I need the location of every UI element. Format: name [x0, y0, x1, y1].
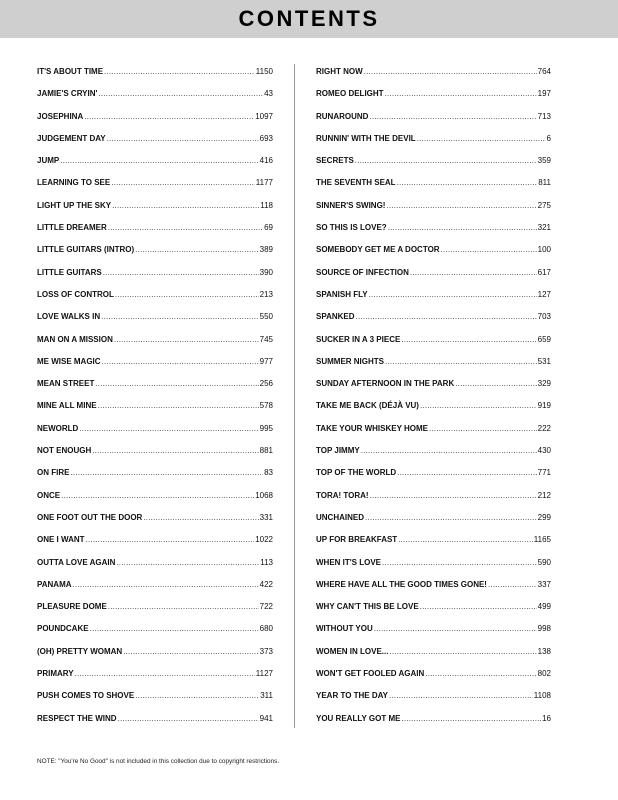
song-title: RUNAROUND	[316, 111, 369, 121]
dot-leader	[370, 491, 537, 500]
dot-leader	[401, 714, 541, 723]
toc-entry	[316, 647, 551, 669]
toc-entry	[316, 67, 551, 89]
song-title: ME WISE MAGIC	[37, 356, 101, 366]
song-title: MINE ALL MINE	[37, 401, 97, 411]
page-number: 390	[259, 267, 273, 277]
dot-leader	[98, 89, 263, 98]
toc-entry	[316, 558, 551, 580]
toc-entry	[37, 446, 273, 468]
page-number: 703	[537, 312, 551, 322]
song-title: SECRETS	[316, 156, 354, 166]
page-number: 275	[537, 200, 551, 210]
dot-leader	[369, 112, 536, 121]
toc-entry	[37, 580, 273, 602]
toc-entry	[316, 89, 551, 111]
toc-entry	[37, 134, 273, 156]
page-number: 422	[259, 579, 273, 589]
song-title: TAKE YOUR WHISKEY HOME	[316, 423, 429, 433]
toc-column-right	[316, 67, 551, 736]
dot-leader	[429, 424, 537, 433]
page-number: 197	[537, 89, 551, 99]
dot-leader	[398, 535, 533, 544]
song-title: RUNNIN' WITH THE DEVIL	[316, 133, 416, 143]
page-number: 83	[264, 468, 273, 478]
dot-leader	[356, 312, 537, 321]
song-title: SINNER'S SWING!	[316, 200, 386, 210]
toc-entry	[316, 268, 551, 290]
dot-leader	[103, 268, 259, 277]
page-number: 680	[259, 624, 273, 634]
song-title: LIGHT UP THE SKY	[37, 200, 112, 210]
toc-entry	[316, 602, 551, 624]
dot-leader	[455, 379, 536, 388]
page-number: 881	[259, 446, 273, 456]
toc-entry	[316, 691, 551, 713]
dot-leader	[86, 535, 255, 544]
dot-leader	[365, 513, 537, 522]
song-title: NEWORLD	[37, 423, 79, 433]
song-title: SUNDAY AFTERNOON IN THE PARK	[316, 379, 455, 389]
page-number: 771	[537, 468, 551, 478]
song-title: MAN ON A MISSION	[37, 334, 113, 344]
page-number: 617	[537, 267, 551, 277]
song-title: SUCKER IN A 3 PIECE	[316, 334, 401, 344]
song-title: NOT ENOUGH	[37, 446, 92, 456]
toc-entry	[37, 357, 273, 379]
page-number: 331	[259, 512, 273, 522]
song-title: SOURCE OF INFECTION	[316, 267, 409, 277]
toc-entry	[37, 624, 273, 646]
page-number: 578	[259, 401, 273, 411]
toc-entry	[37, 312, 273, 334]
toc-entry	[37, 401, 273, 423]
toc-entry	[37, 714, 273, 736]
song-title: WOMEN IN LOVE...	[316, 646, 389, 656]
dot-leader	[401, 335, 536, 344]
toc-entry	[37, 223, 273, 245]
page-title: CONTENTS	[238, 6, 380, 31]
page-number: 722	[259, 602, 273, 612]
song-title: LEARNING TO SEE	[37, 178, 111, 188]
dot-leader	[135, 691, 259, 700]
toc-entry	[316, 290, 551, 312]
toc-entry	[37, 178, 273, 200]
page-number: 995	[259, 423, 273, 433]
dot-leader	[397, 178, 538, 187]
toc-entry	[37, 468, 273, 490]
song-title: SO THIS IS LOVE?	[316, 223, 387, 233]
song-title: MEAN STREET	[37, 379, 95, 389]
page-number: 941	[259, 713, 273, 723]
song-title: SPANISH FLY	[316, 289, 368, 299]
toc-entry	[37, 245, 273, 267]
toc-entry	[316, 178, 551, 200]
dot-leader	[410, 268, 537, 277]
dot-leader	[90, 624, 259, 633]
contents-header	[0, 0, 618, 38]
page-number: 127	[537, 289, 551, 299]
dot-leader	[116, 558, 259, 567]
song-title: ONE FOOT OUT THE DOOR	[37, 512, 143, 522]
song-title: JOSEPHINA	[37, 111, 84, 121]
page-number: 222	[537, 423, 551, 433]
toc-entry	[316, 245, 551, 267]
dot-leader	[95, 379, 258, 388]
song-title: ON FIRE	[37, 468, 70, 478]
song-title: WON'T GET FOOLED AGAIN	[316, 669, 425, 679]
song-title: PUSH COMES TO SHOVE	[37, 691, 135, 701]
song-title: (OH) PRETTY WOMAN	[37, 646, 123, 656]
toc-entry	[37, 647, 273, 669]
song-title: PANAMA	[37, 579, 72, 589]
dot-leader	[488, 580, 537, 589]
toc-entry	[316, 535, 551, 557]
toc-entry	[37, 691, 273, 713]
song-title: TOP JIMMY	[316, 446, 360, 456]
dot-leader	[61, 491, 254, 500]
page-number: 764	[537, 67, 551, 76]
page-number: 802	[537, 669, 551, 679]
song-title: YEAR TO THE DAY	[316, 691, 389, 701]
song-title: THE SEVENTH SEAL	[316, 178, 396, 188]
page-number: 6	[546, 133, 551, 143]
song-title: RIGHT NOW	[316, 67, 363, 76]
dot-leader	[60, 156, 258, 165]
dot-leader	[374, 624, 537, 633]
toc-entry	[37, 491, 273, 513]
page-number: 213	[259, 289, 273, 299]
toc-entry	[37, 290, 273, 312]
toc-entry	[316, 401, 551, 423]
page-number: 373	[259, 646, 273, 656]
copyright-note: NOTE: "You're No Good" is not included in this collection due to copyright restrictions.	[37, 758, 280, 765]
dot-leader	[386, 201, 536, 210]
page-number: 745	[259, 334, 273, 344]
page-number: 1150	[255, 67, 273, 76]
dot-leader	[389, 691, 533, 700]
toc-column-left	[37, 67, 273, 736]
toc-entry	[37, 112, 273, 134]
toc-entry	[316, 312, 551, 334]
toc-entry	[316, 201, 551, 223]
dot-leader	[70, 468, 263, 477]
dot-leader	[123, 647, 258, 656]
page-number: 713	[537, 111, 551, 121]
dot-leader	[108, 223, 263, 232]
page-number: 1127	[255, 669, 273, 679]
toc-entry	[37, 201, 273, 223]
song-title: YOU REALLY GOT ME	[316, 713, 401, 723]
song-title: WITHOUT YOU	[316, 624, 373, 634]
dot-leader	[92, 446, 258, 455]
page-number: 299	[537, 512, 551, 522]
toc-entry	[316, 714, 551, 736]
toc-entry	[37, 535, 273, 557]
dot-leader	[104, 67, 255, 76]
dot-leader	[135, 245, 258, 254]
toc-entry	[37, 602, 273, 624]
song-title: JAMIE'S CRYIN'	[37, 89, 98, 99]
dot-leader	[111, 178, 255, 187]
toc-entry	[37, 89, 273, 111]
page-number: 1165	[533, 535, 551, 545]
toc-entry	[37, 424, 273, 446]
dot-leader	[389, 647, 536, 656]
dot-leader	[102, 357, 259, 366]
song-title: UP FOR BREAKFAST	[316, 535, 398, 545]
song-title: ROMEO DELIGHT	[316, 89, 384, 99]
dot-leader	[115, 290, 259, 299]
song-title: IT'S ABOUT TIME	[37, 67, 104, 76]
song-title: LOSS OF CONTROL	[37, 289, 114, 299]
dot-leader	[420, 401, 537, 410]
toc-entry	[316, 624, 551, 646]
toc-entry	[316, 112, 551, 134]
dot-leader	[75, 669, 255, 678]
toc-entry	[37, 335, 273, 357]
dot-leader	[118, 714, 259, 723]
toc-entry	[37, 558, 273, 580]
dot-leader	[385, 357, 537, 366]
song-title: TORA! TORA!	[316, 490, 369, 500]
toc-entry	[316, 669, 551, 691]
toc-entry	[37, 268, 273, 290]
dot-leader	[382, 558, 537, 567]
dot-leader	[84, 112, 254, 121]
page-number: 100	[537, 245, 551, 255]
song-title: OUTTA LOVE AGAIN	[37, 557, 116, 567]
dot-leader	[355, 156, 537, 165]
page-number: 693	[259, 133, 273, 143]
page-number: 212	[537, 490, 551, 500]
toc-entry	[316, 446, 551, 468]
toc-entry	[37, 379, 273, 401]
page-number: 550	[259, 312, 273, 322]
page-number: 977	[259, 356, 273, 366]
toc-entry	[37, 669, 273, 691]
song-title: ONE I WANT	[37, 535, 85, 545]
dot-leader	[98, 401, 259, 410]
dot-leader	[385, 89, 537, 98]
dot-leader	[107, 134, 259, 143]
song-title: JUMP	[37, 156, 60, 166]
song-title: WHEN IT'S LOVE	[316, 557, 382, 567]
dot-leader	[114, 335, 259, 344]
dot-leader	[364, 67, 537, 76]
page-number: 1177	[255, 178, 273, 188]
toc-entry	[37, 156, 273, 178]
dot-leader	[388, 223, 537, 232]
dot-leader	[397, 468, 536, 477]
song-title: PRIMARY	[37, 669, 74, 679]
song-title: LITTLE GUITARS	[37, 267, 102, 277]
page-number: 659	[537, 334, 551, 344]
toc-entry	[316, 513, 551, 535]
song-title: LITTLE GUITARS (INTRO)	[37, 245, 135, 255]
page-number: 43	[264, 89, 273, 99]
toc-entry	[316, 223, 551, 245]
dot-leader	[79, 424, 258, 433]
page-number: 531	[537, 356, 551, 366]
page-number: 113	[260, 557, 273, 567]
dot-leader	[73, 580, 259, 589]
page-number: 919	[537, 401, 551, 411]
song-title: SUMMER NIGHTS	[316, 356, 384, 366]
page-number: 811	[538, 178, 551, 188]
dot-leader	[101, 312, 259, 321]
song-title: ONCE	[37, 490, 61, 500]
page-number: 499	[537, 602, 551, 612]
dot-leader	[108, 602, 259, 611]
toc-entry	[316, 491, 551, 513]
song-title: LOVE WALKS IN	[37, 312, 101, 322]
page-number: 1022	[255, 535, 273, 545]
song-title: TAKE ME BACK (DÉJÀ VU)	[316, 401, 419, 411]
page-number: 311	[260, 691, 273, 701]
song-title: WHY CAN'T THIS BE LOVE	[316, 602, 419, 612]
song-title: RESPECT THE WIND	[37, 713, 117, 723]
song-title: TOP OF THE WORLD	[316, 468, 397, 478]
song-title: SPANKED	[316, 312, 355, 322]
dot-leader	[417, 134, 546, 143]
page-number: 16	[542, 713, 551, 723]
page-number: 329	[537, 379, 551, 389]
song-title: POUNDCAKE	[37, 624, 89, 634]
toc-entry	[37, 67, 273, 89]
toc-entry	[316, 357, 551, 379]
song-title: UNCHAINED	[316, 512, 364, 522]
song-title: SOMEBODY GET ME A DOCTOR	[316, 245, 440, 255]
song-title: WHERE HAVE ALL THE GOOD TIMES GONE!	[316, 579, 487, 589]
dot-leader	[369, 290, 537, 299]
dot-leader	[425, 669, 536, 678]
toc-entry	[37, 513, 273, 535]
song-title: LITTLE DREAMER	[37, 223, 107, 233]
toc-entry	[316, 424, 551, 446]
page-number: 389	[259, 245, 273, 255]
page-number: 1108	[533, 691, 551, 701]
page-number: 998	[537, 624, 551, 634]
toc-entry	[316, 379, 551, 401]
dot-leader	[420, 602, 537, 611]
page-number: 1068	[255, 490, 273, 500]
page-number: 138	[537, 646, 551, 656]
toc-entry	[316, 335, 551, 357]
song-title: JUDGEMENT DAY	[37, 133, 106, 143]
page-number: 590	[537, 557, 551, 567]
page-number: 359	[537, 156, 551, 166]
dot-leader	[112, 201, 259, 210]
dot-leader	[143, 513, 258, 522]
page-number: 416	[259, 156, 273, 166]
page-number: 321	[537, 223, 551, 233]
page-number: 118	[260, 200, 273, 210]
toc-entry	[316, 580, 551, 602]
page-number: 256	[259, 379, 273, 389]
page-number: 430	[537, 446, 551, 456]
page-number: 1097	[255, 111, 273, 121]
toc-entry	[316, 156, 551, 178]
page-number: 337	[537, 579, 551, 589]
page-number: 69	[264, 223, 273, 233]
song-title: PLEASURE DOME	[37, 602, 107, 612]
toc-entry	[316, 468, 551, 490]
dot-leader	[361, 446, 537, 455]
toc-entry	[316, 134, 551, 156]
dot-leader	[441, 245, 537, 254]
